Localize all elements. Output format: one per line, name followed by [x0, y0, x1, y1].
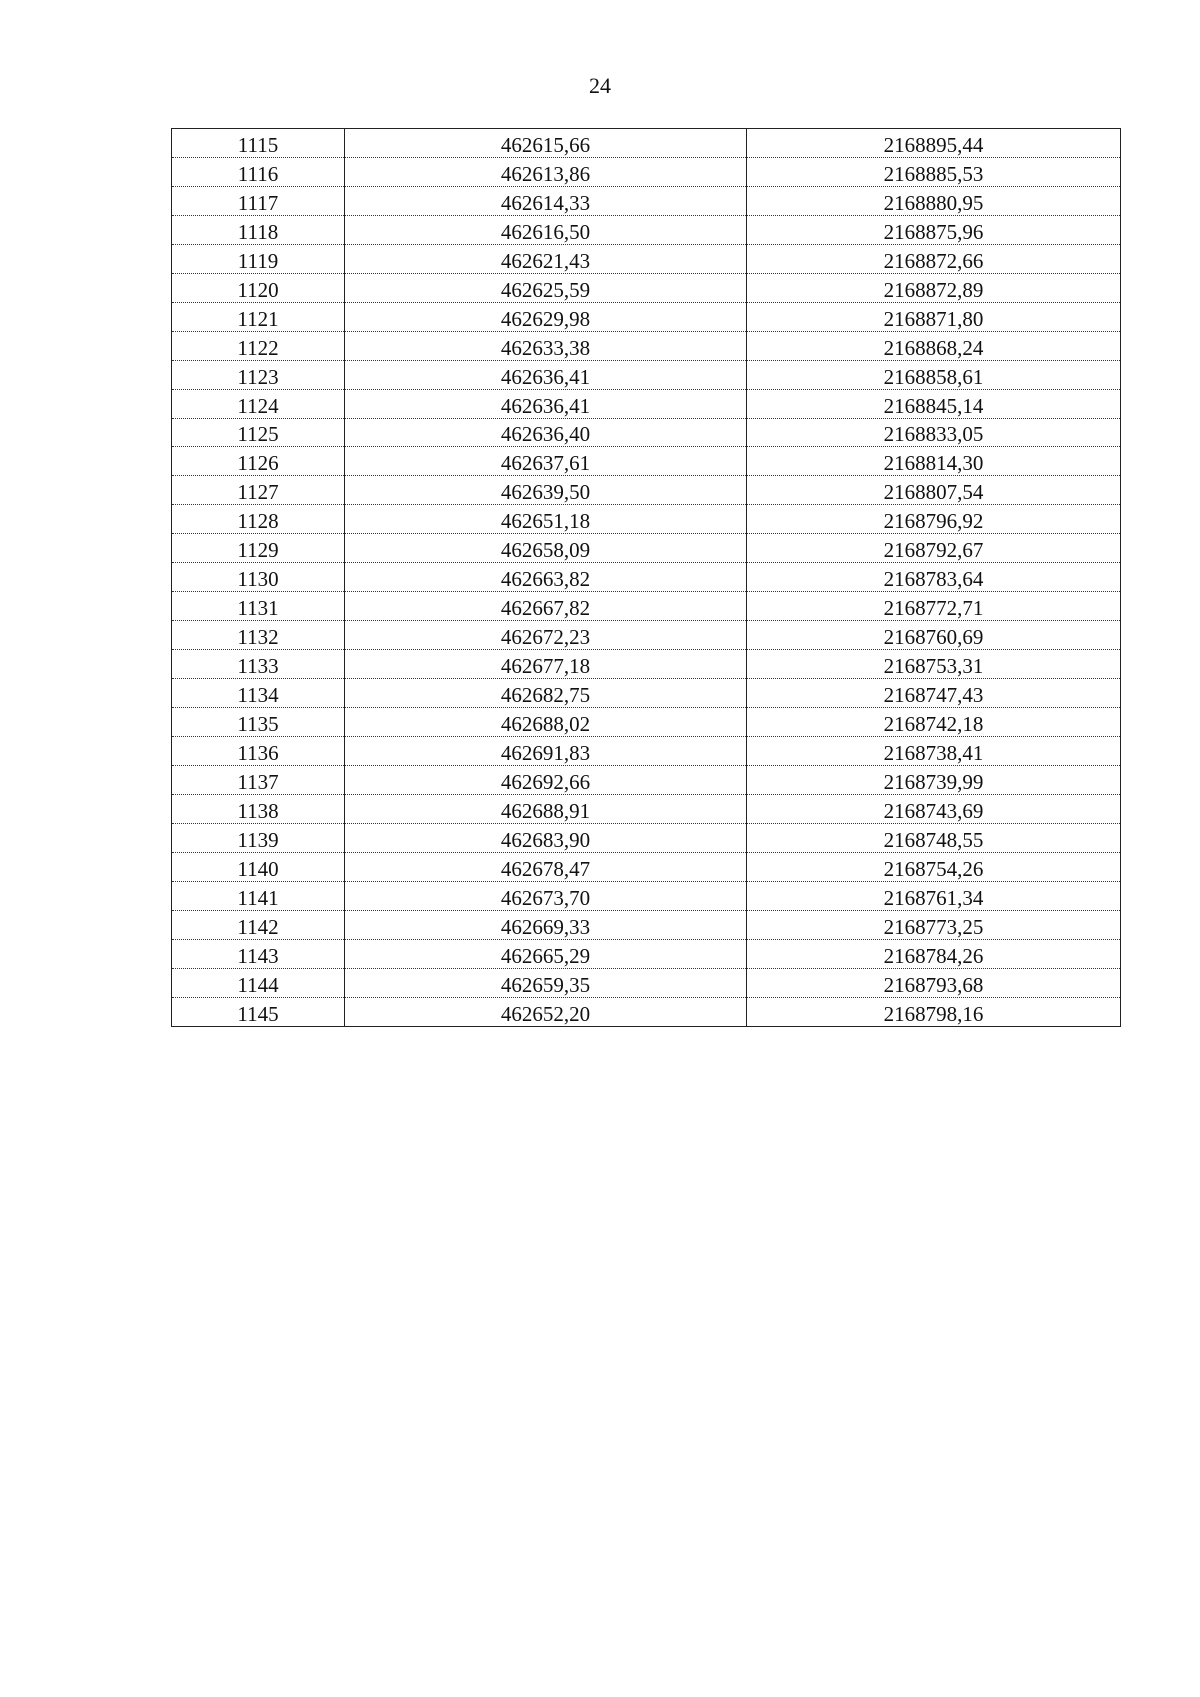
- x-coordinate-cell: 462614,33: [345, 186, 747, 215]
- y-coordinate-cell: 2168747,43: [747, 679, 1121, 708]
- table-row: [172, 794, 1121, 823]
- point-number-cell: 1119: [172, 244, 345, 273]
- table-row: [172, 621, 1121, 650]
- y-coordinate-cell: 2168793,68: [747, 968, 1121, 997]
- x-coordinate-cell: 462637,61: [345, 447, 747, 476]
- x-coordinate-cell: 462615,66: [345, 129, 747, 158]
- table-row: [172, 997, 1121, 1026]
- x-coordinate-cell: 462629,98: [345, 302, 747, 331]
- table-row: [172, 447, 1121, 476]
- point-number-cell: 1133: [172, 650, 345, 679]
- point-number-cell: 1116: [172, 157, 345, 186]
- table-row: [172, 505, 1121, 534]
- y-coordinate-cell: 2168792,67: [747, 534, 1121, 563]
- coordinates-table-body: [172, 129, 1121, 1027]
- x-coordinate-cell: 462663,82: [345, 563, 747, 592]
- table-row: [172, 708, 1121, 737]
- table-row: [172, 650, 1121, 679]
- x-coordinate-cell: 462672,23: [345, 621, 747, 650]
- table-row: [172, 302, 1121, 331]
- point-number-cell: 1144: [172, 968, 345, 997]
- point-number-cell: 1117: [172, 186, 345, 215]
- point-number-cell: 1125: [172, 418, 345, 447]
- y-coordinate-cell: 2168761,34: [747, 881, 1121, 910]
- y-coordinate-cell: 2168738,41: [747, 737, 1121, 766]
- x-coordinate-cell: 462652,20: [345, 997, 747, 1026]
- point-number-cell: 1139: [172, 823, 345, 852]
- y-coordinate-cell: 2168885,53: [747, 157, 1121, 186]
- point-number-cell: 1128: [172, 505, 345, 534]
- point-number-cell: 1127: [172, 476, 345, 505]
- y-coordinate-cell: 2168772,71: [747, 592, 1121, 621]
- x-coordinate-cell: 462616,50: [345, 215, 747, 244]
- y-coordinate-cell: 2168784,26: [747, 939, 1121, 968]
- table-row: [172, 186, 1121, 215]
- x-coordinate-cell: 462639,50: [345, 476, 747, 505]
- x-coordinate-cell: 462636,40: [345, 418, 747, 447]
- point-number-cell: 1135: [172, 708, 345, 737]
- table-row: [172, 852, 1121, 881]
- y-coordinate-cell: 2168748,55: [747, 823, 1121, 852]
- table-row: [172, 244, 1121, 273]
- y-coordinate-cell: 2168845,14: [747, 389, 1121, 418]
- table-row: [172, 129, 1121, 158]
- y-coordinate-cell: 2168872,66: [747, 244, 1121, 273]
- y-coordinate-cell: 2168796,92: [747, 505, 1121, 534]
- table-row: [172, 939, 1121, 968]
- x-coordinate-cell: 462673,70: [345, 881, 747, 910]
- x-coordinate-cell: 462677,18: [345, 650, 747, 679]
- table-row: [172, 534, 1121, 563]
- x-coordinate-cell: 462636,41: [345, 360, 747, 389]
- x-coordinate-cell: 462665,29: [345, 939, 747, 968]
- table-row: [172, 360, 1121, 389]
- point-number-cell: 1123: [172, 360, 345, 389]
- table-row: [172, 592, 1121, 621]
- table-row: [172, 215, 1121, 244]
- table-row: [172, 679, 1121, 708]
- table-row: [172, 389, 1121, 418]
- x-coordinate-cell: 462669,33: [345, 910, 747, 939]
- y-coordinate-cell: 2168895,44: [747, 129, 1121, 158]
- page-number: 24: [589, 73, 611, 98]
- table-row: [172, 331, 1121, 360]
- x-coordinate-cell: 462692,66: [345, 765, 747, 794]
- point-number-cell: 1118: [172, 215, 345, 244]
- table-row: [172, 910, 1121, 939]
- table-row: [172, 563, 1121, 592]
- x-coordinate-cell: 462682,75: [345, 679, 747, 708]
- x-coordinate-cell: 462688,02: [345, 708, 747, 737]
- table-row: [172, 968, 1121, 997]
- x-coordinate-cell: 462683,90: [345, 823, 747, 852]
- point-number-cell: 1124: [172, 389, 345, 418]
- x-coordinate-cell: 462658,09: [345, 534, 747, 563]
- point-number-cell: 1142: [172, 910, 345, 939]
- y-coordinate-cell: 2168743,69: [747, 794, 1121, 823]
- x-coordinate-cell: 462621,43: [345, 244, 747, 273]
- y-coordinate-cell: 2168783,64: [747, 563, 1121, 592]
- point-number-cell: 1132: [172, 621, 345, 650]
- point-number-cell: 1126: [172, 447, 345, 476]
- x-coordinate-cell: 462625,59: [345, 273, 747, 302]
- coordinates-table: [171, 128, 1121, 1027]
- y-coordinate-cell: 2168871,80: [747, 302, 1121, 331]
- x-coordinate-cell: 462659,35: [345, 968, 747, 997]
- point-number-cell: 1122: [172, 331, 345, 360]
- point-number-cell: 1115: [172, 129, 345, 158]
- point-number-cell: 1145: [172, 997, 345, 1026]
- x-coordinate-cell: 462691,83: [345, 737, 747, 766]
- x-coordinate-cell: 462651,18: [345, 505, 747, 534]
- x-coordinate-cell: 462667,82: [345, 592, 747, 621]
- y-coordinate-cell: 2168739,99: [747, 765, 1121, 794]
- x-coordinate-cell: 462633,38: [345, 331, 747, 360]
- x-coordinate-cell: 462613,86: [345, 157, 747, 186]
- y-coordinate-cell: 2168833,05: [747, 418, 1121, 447]
- y-coordinate-cell: 2168880,95: [747, 186, 1121, 215]
- x-coordinate-cell: 462636,41: [345, 389, 747, 418]
- point-number-cell: 1129: [172, 534, 345, 563]
- y-coordinate-cell: 2168814,30: [747, 447, 1121, 476]
- x-coordinate-cell: 462678,47: [345, 852, 747, 881]
- table-row: [172, 823, 1121, 852]
- point-number-cell: 1141: [172, 881, 345, 910]
- y-coordinate-cell: 2168753,31: [747, 650, 1121, 679]
- y-coordinate-cell: 2168760,69: [747, 621, 1121, 650]
- y-coordinate-cell: 2168875,96: [747, 215, 1121, 244]
- table-row: [172, 157, 1121, 186]
- point-number-cell: 1143: [172, 939, 345, 968]
- y-coordinate-cell: 2168807,54: [747, 476, 1121, 505]
- table-row: [172, 765, 1121, 794]
- y-coordinate-cell: 2168773,25: [747, 910, 1121, 939]
- point-number-cell: 1136: [172, 737, 345, 766]
- y-coordinate-cell: 2168858,61: [747, 360, 1121, 389]
- table-row: [172, 273, 1121, 302]
- point-number-cell: 1121: [172, 302, 345, 331]
- x-coordinate-cell: 462688,91: [345, 794, 747, 823]
- table-row: [172, 418, 1121, 447]
- table-row: [172, 476, 1121, 505]
- table-row: [172, 881, 1121, 910]
- y-coordinate-cell: 2168872,89: [747, 273, 1121, 302]
- point-number-cell: 1137: [172, 765, 345, 794]
- point-number-cell: 1131: [172, 592, 345, 621]
- y-coordinate-cell: 2168868,24: [747, 331, 1121, 360]
- point-number-cell: 1138: [172, 794, 345, 823]
- table-row: [172, 737, 1121, 766]
- point-number-cell: 1130: [172, 563, 345, 592]
- y-coordinate-cell: 2168742,18: [747, 708, 1121, 737]
- point-number-cell: 1120: [172, 273, 345, 302]
- point-number-cell: 1140: [172, 852, 345, 881]
- y-coordinate-cell: 2168798,16: [747, 997, 1121, 1026]
- y-coordinate-cell: 2168754,26: [747, 852, 1121, 881]
- point-number-cell: 1134: [172, 679, 345, 708]
